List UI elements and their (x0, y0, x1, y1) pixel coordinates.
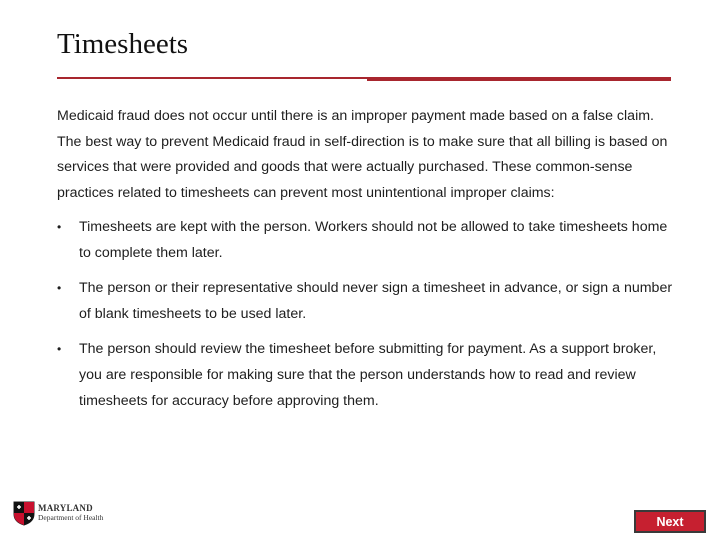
list-item-text: Timesheets are kept with the person. Workers should not be allowed to take timesheets home to complete them later. (79, 219, 668, 261)
maryland-flag-icon (12, 500, 36, 526)
bullet-icon: • (57, 281, 62, 295)
title-divider-thick (367, 77, 671, 81)
bullet-icon: • (57, 342, 62, 356)
maryland-health-logo (12, 500, 112, 528)
title-divider-thin (57, 77, 367, 79)
logo-line-1: MARYLAND (38, 503, 93, 513)
list-item (57, 336, 682, 414)
next-button[interactable]: Next (634, 510, 706, 533)
list-item-text: The person should review the timesheet before submitting for payment. As a support broker, you are responsible for making sure that the person understands how to read and review timesheets for accuracy before approving them. (79, 341, 657, 409)
intro-paragraph: Medicaid fraud does not occur until there is an improper payment made based on a false claim. The best way to prevent Medicaid fraud in self-direction is to make sure that all billing is based on services that were provided and goods that were actually purchased. These common-sense practices related to timesheets can prevent most unintentional improper claims: (57, 108, 668, 201)
bullet-list (57, 214, 682, 414)
bullet-icon: • (57, 220, 62, 234)
list-item-text: The person or their representative should never sign a timesheet in advance, or sign a number of blank timesheets to be used later. (79, 280, 673, 322)
list-item (57, 275, 682, 327)
page-title: Timesheets (57, 28, 189, 60)
list-item (57, 214, 682, 266)
logo-line-2: Department of Health (38, 513, 104, 522)
